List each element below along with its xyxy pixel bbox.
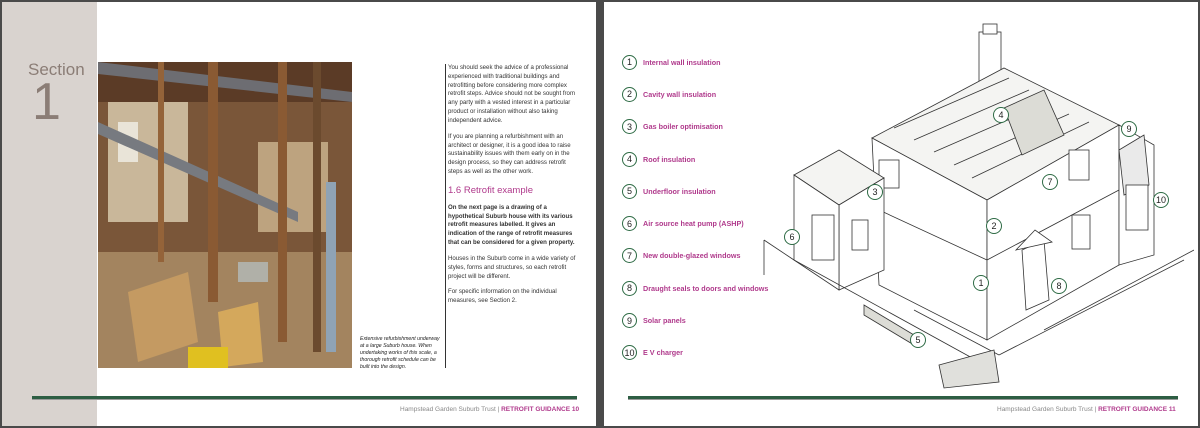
legend-number: 2 [622, 87, 637, 102]
page-footer [997, 406, 1176, 413]
footer-title: RETROFIT GUIDANCE [1098, 406, 1168, 413]
footer-title: RETROFIT GUIDANCE [501, 406, 571, 413]
legend-label: Gas boiler optimisation [643, 122, 723, 132]
legend-item [622, 207, 768, 239]
legend-item [622, 78, 768, 110]
paragraph: You should seek the advice of a professional experienced with traditional buildings and retrofitting before considering more complex retrofit steps. Advice should not be sought from any party with a vested interest in a particular product or installation without also taking independent advice. [448, 64, 576, 124]
legend-number: 7 [622, 248, 637, 263]
legend-item [622, 111, 768, 143]
legend-item [622, 272, 768, 304]
footer-org: Hampstead Garden Suburb Trust [997, 406, 1093, 413]
legend-label: Air source heat pump (ASHP) [643, 219, 744, 229]
footer-separator: | [497, 406, 500, 413]
intro-paragraph: On the next page is a drawing of a hypothetical Suburb house with its various retrofit measures labelled. It gives an indication of the range of retrofit measures that can be considered for a given property. [448, 203, 575, 247]
photo-caption: Extensive refurbishment underway at a large Suburb house. When undertaking works of this scale, a thorough retrofit schedule can be built into the design. [360, 336, 440, 371]
retrofit-legend [622, 46, 768, 369]
legend-label: Internal wall insulation [643, 57, 721, 67]
paragraph: If you are planning a refurbishment with an architect or designer, it is a good idea to raise sustainability issues with them early on in the design process, so they can address retrofit steps as well as the other work. [448, 132, 571, 176]
legend-item [622, 46, 768, 78]
footer-separator: | [1094, 406, 1097, 413]
legend-label: Underfloor insulation [643, 186, 716, 196]
legend-label: New double-glazed windows [643, 251, 741, 261]
legend-item [622, 175, 768, 207]
legend-label: E V charger [643, 348, 683, 358]
legend-number: 6 [622, 216, 637, 231]
callout-ev-charger: 10 [1153, 192, 1169, 208]
callout-heat-pump: 6 [784, 229, 800, 245]
legend-number: 9 [622, 313, 637, 328]
legend-item [622, 240, 768, 272]
left-page [2, 2, 596, 426]
legend-item [622, 304, 768, 336]
legend-label: Roof insulation [643, 154, 696, 164]
legend-number: 10 [622, 345, 637, 360]
callout-solar-panels: 9 [1121, 121, 1137, 137]
callout-windows: 7 [1042, 174, 1058, 190]
footer-org: Hampstead Garden Suburb Trust [400, 406, 496, 413]
footer-rule-thin [32, 399, 577, 400]
section-number: 1 [32, 73, 61, 131]
legend-item [622, 337, 768, 369]
legend-number: 1 [622, 55, 637, 70]
column-divider [445, 64, 446, 368]
section-heading: 1.6 Retrofit example [448, 184, 534, 196]
page-number: 11 [1168, 406, 1176, 413]
legend-number: 3 [622, 119, 637, 134]
callout-draught-seals: 8 [1051, 278, 1067, 294]
right-page [604, 2, 1198, 426]
paragraph: Houses in the Suburb come in a wide variety of styles, forms and structures, so each retrofit project will be different. [448, 254, 576, 280]
callout-internal-wall: 1 [973, 275, 989, 291]
legend-item [622, 143, 768, 175]
legend-label: Solar panels [643, 316, 686, 326]
house-cutaway-drawing [754, 10, 1194, 395]
legend-number: 5 [622, 184, 637, 199]
paragraph: For specific information on the individual measures, see Section 2. [448, 288, 557, 305]
refurbishment-photo [98, 62, 352, 368]
legend-number: 8 [622, 281, 637, 296]
callout-gas-boiler: 3 [867, 184, 883, 200]
callout-cavity-wall: 2 [986, 218, 1002, 234]
page-number: 10 [571, 406, 580, 413]
callout-underfloor: 5 [910, 332, 926, 348]
legend-label: Cavity wall insulation [643, 89, 717, 99]
body-text-column [448, 64, 576, 313]
legend-label: Draught seals to doors and windows [643, 283, 769, 293]
footer-rule-thin [628, 399, 1178, 400]
callout-roof-insulation: 4 [993, 107, 1009, 123]
section-sidebar [2, 2, 97, 426]
section-label: Section [28, 60, 85, 79]
page-footer [400, 406, 579, 413]
legend-number: 4 [622, 152, 637, 167]
